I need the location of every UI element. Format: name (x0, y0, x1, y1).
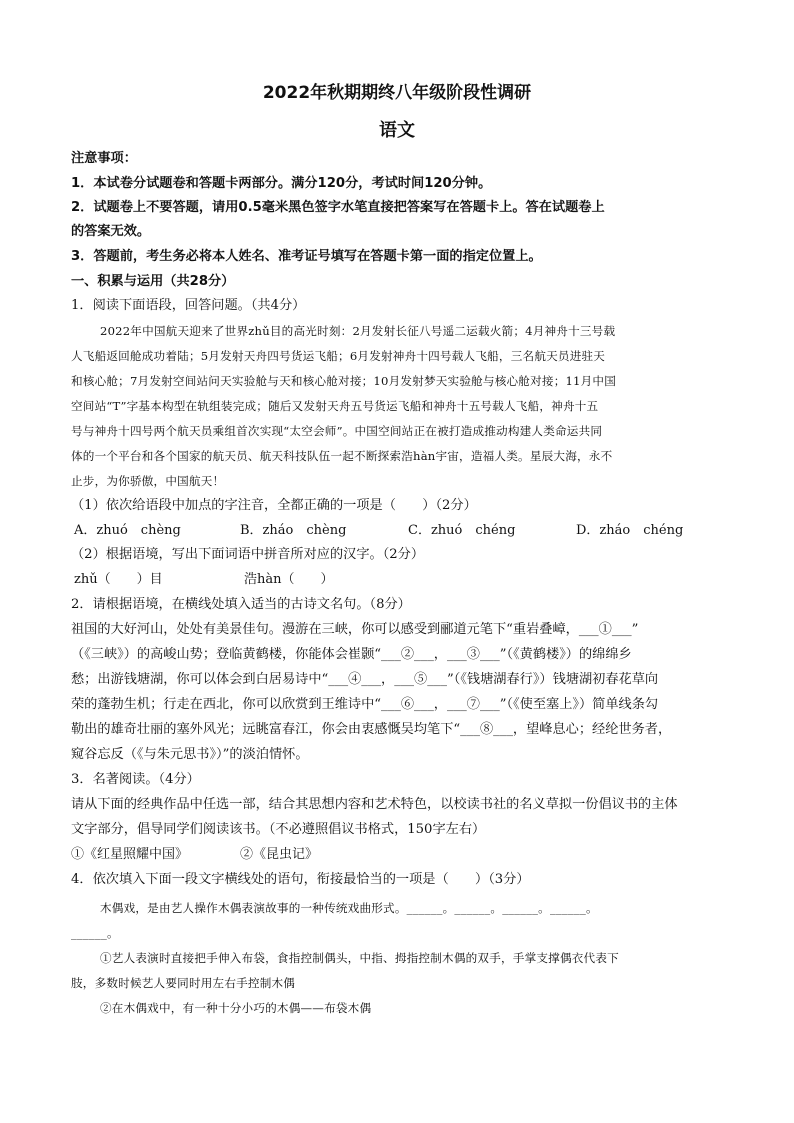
notice-item-2-cont: 的答案无效。 (71, 224, 151, 239)
q3-book-1: ①《红星照耀中国》 (71, 847, 189, 862)
notice-heading: 注意事项： (71, 151, 137, 166)
q2-line: 勒出的雄奇壮丽的塞外风光；远眺富春江，你会由衷感慨吴均笔下“___⑧___，望峰息心；经纶世务者， (71, 722, 672, 737)
q1-passage-line: 人飞船返回舱成功着陆；5月发射天舟四号货运飞船；6月发射神舟十四号载人飞船，三名航天员进驻天 (71, 349, 606, 363)
notice-item-3: 3．答题前，考生务必将本人姓名、准考证号填写在答题卡第一面的指定位置上。 (71, 249, 542, 264)
q3-stem: 3．名著阅读。（4分） (71, 772, 200, 787)
notice-item-1: 1．本试卷分试题卷和答题卡两部分。满分120分，考试时间120分钟。 (71, 176, 492, 191)
q3-line: 请从下面的经典作品中任选一部，结合其思想内容和艺术特色，以校读书社的名义草拟一份倡议书的主体 (71, 797, 678, 812)
q4-stem: 4．依次填入下面一段文字横线处的语句，衔接最恰当的一项是（ ）（3分） (71, 872, 530, 887)
q1-option-a: A．zhuó chèng (74, 523, 181, 538)
q1-fill-2: 浩hàn（ ） (244, 572, 334, 587)
q2-line: 荣的蓬勃生机；行走在西北，你可以欣赏到王维诗中“___⑥___，___⑦___”（《使至塞上》）简单线条勾 (71, 697, 659, 712)
q1-passage-line: 2022年中国航天迎来了世界zhǔ目的高光时刻：2月发射长征八号遥二运载火箭；4月神舟十三号载 (100, 324, 616, 338)
q2-stem: 2．请根据语境，在横线处填入适当的古诗文名句。（8分） (71, 597, 411, 612)
q1-sub1: （1）依次给语段中加点的字注音，全都正确的一项是（ ）（2分） (71, 498, 477, 513)
q4-item-2: ②在木偶戏中，有一种十分小巧的木偶——布袋木偶 (100, 1001, 372, 1015)
q1-passage-line: 空间站“T”字基本构型在轨组装完成；随后又发射天舟五号货运飞船和神舟十五号载人飞船，神舟十五 (71, 399, 599, 413)
section-1-heading: 一、积累与运用（共28分） (71, 274, 235, 289)
q1-stem: 1．阅读下面语段，回答问题。（共4分） (71, 298, 306, 313)
q3-book-2: ②《昆虫记》 (240, 847, 319, 862)
q1-option-d: D．zháo chéng (576, 523, 684, 538)
notice-item-2: 2．试题卷上不要答题，请用0.5毫米黑色签字水笔直接把答案写在答题卡上。答在试题卷上 (71, 200, 605, 215)
q4-item-1: ①艺人表演时直接把手伸入布袋，食指控制偶头，中指、拇指控制木偶的双手，手掌支撑偶衣代表下 (100, 951, 619, 965)
q1-passage-line: 和核心舱；7月发射空间站问天实验舱与天和核心舱对接；10月发射梦天实验舱与核心舱对接；11月中国 (71, 374, 617, 388)
q1-sub2: （2）根据语境，写出下面词语中拼音所对应的汉字。（2分） (71, 547, 425, 562)
exam-title: 2022年秋期期终八年级阶段性调研 (262, 83, 532, 103)
q2-line: 祖国的大好河山，处处有美景佳句。漫游在三峡，你可以感受到郦道元笔下“重岩叠嶂，___①___” (71, 622, 639, 637)
subject-title: 语文 (379, 120, 415, 141)
q4-blank-end: ______。 (71, 926, 119, 940)
q2-line: 愁；出游钱塘湖，你可以体会到白居易诗中“___④___，___⑤___”（《钱塘湖春行》）钱塘湖初春花草向 (71, 672, 659, 687)
q1-passage-line: 止步，为你骄傲，中国航天！ (71, 474, 225, 488)
q3-line: 文字部分，倡导同学们阅读该书。（不必遵照倡议书格式，150字左右） (71, 822, 486, 837)
q4-item-1-cont: 肢，多数时候艺人要同时用左右手控制木偶 (71, 976, 296, 990)
q1-option-b: B．zháo chèng (240, 523, 347, 538)
q1-passage-line: 号与神舟十四号两个航天员乘组首次实现“太空会师”。中国空间站正在被打造成推动构建人类命运共同 (71, 424, 603, 438)
q1-option-c: C．zhuó chéng (408, 523, 516, 538)
q2-line: （《三峡》）的高峻山势；登临黄鹤楼，你能体会崔颢“___②___，___③___”（《黄鹤楼》）的绵绵乡 (71, 647, 632, 662)
q1-passage-line: 体的一个平台和各个国家的航天员、航天科技队伍一起不断探索浩hàn宇宙，造福人类。星辰大海，永不 (71, 449, 613, 463)
q4-intro: 木偶戏，是由艺人操作木偶表演故事的一种传统戏曲形式。______。______。______。______。 (100, 901, 598, 915)
q2-line: 窥谷忘反（《与朱元思书》）”的淡泊情怀。 (71, 747, 309, 762)
q1-fill-1: zhǔ（ ）目 (74, 572, 163, 587)
